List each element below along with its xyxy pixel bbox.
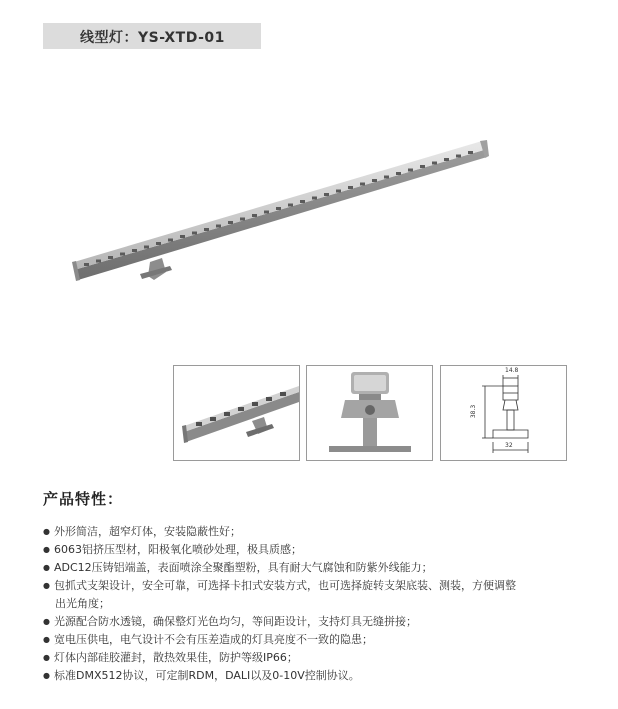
features-list <box>43 523 603 685</box>
feature-text: 宽电压供电，电气设计不会有压差造成的灯具亮度不一致的隐患； <box>54 633 373 646</box>
feature-text: 标准DMX512协议，可定制RDM，DALI以及0-10V控制协议。 <box>54 669 360 682</box>
features-heading: 产品特性： <box>43 490 124 508</box>
feature-text: ADC12压铸铝端盖，表面喷涂全聚酯塑粉，具有耐大气腐蚀和防紫外线能力； <box>54 561 433 574</box>
feature-text-continuation: 出光角度； <box>55 597 110 610</box>
list-item <box>43 649 603 667</box>
dim-top-label: 14.8 <box>505 367 519 374</box>
dim-side-label: 38.3 <box>470 404 478 419</box>
list-item <box>43 559 603 577</box>
page-title: 线型灯：YS-XTD-01 <box>80 30 225 46</box>
feature-text: 光源配合防水透镜，确保整灯光色均匀，等间距设计，支持灯具无缝拼接； <box>54 615 417 628</box>
dim-bottom-label: 32 <box>505 442 513 449</box>
thumbnail-endview <box>306 365 433 461</box>
thumbnail-drawing <box>440 365 567 461</box>
feature-text: 灯体内部硅胶灌封，散热效果佳，防护等级IP66； <box>54 651 298 664</box>
thumbnail-closeup <box>173 365 300 461</box>
feature-text: 外形简洁，超窄灯体，安装隐蔽性好； <box>54 525 241 538</box>
list-item <box>43 577 603 613</box>
feature-text: 包抓式支架设计，安全可靠，可选择卡扣式安装方式，也可选择旋转支架底装、测装，方便调整 <box>54 579 516 592</box>
feature-text: 6063铝挤压型材，阳极氧化喷砂处理，极具质感； <box>54 543 302 556</box>
list-item <box>43 523 603 541</box>
list-item <box>43 667 603 685</box>
list-item <box>43 631 603 649</box>
list-item <box>43 541 603 559</box>
list-item <box>43 613 603 631</box>
